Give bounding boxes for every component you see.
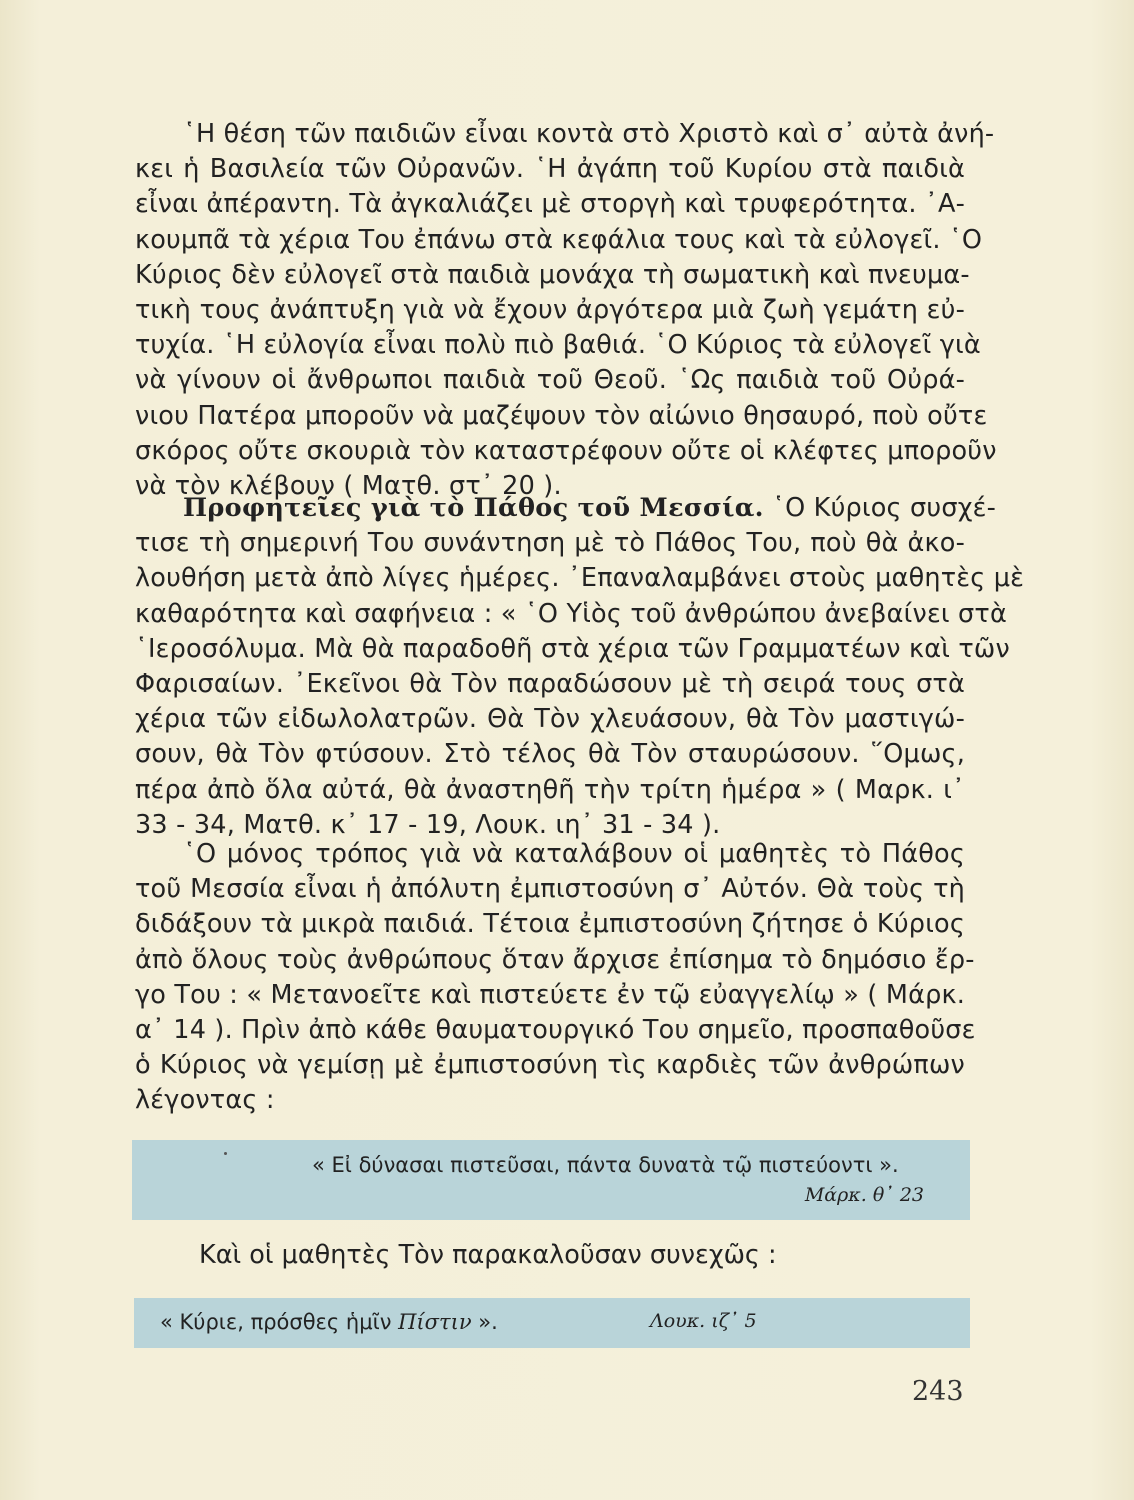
- text-line: τυχία. ῾Η εὐλογία εἶναι πολὺ πιὸ βαθιά. ῾Ο Κύριος τὰ εὐλογεῖ γιὰ: [135, 330, 981, 361]
- text-line: Φαρισαίων. ᾿Εκεῖνοι θὰ Τὸν παραδώσουν μὲ τὴ σειρά τους στὰ: [135, 668, 965, 699]
- page-number: 243: [912, 1376, 964, 1407]
- text-line: διδάξουν τὰ μικρὰ παιδιά. Τέτοια ἐμπιστοσύνη ζήτησε ὁ Κύριος: [135, 909, 965, 940]
- paragraph-children-blessing: [135, 117, 997, 504]
- quote-text-start: « Κύριε, πρόσθες ἡμῖν: [160, 1310, 392, 1334]
- text-line: σουν, θὰ Τὸν φτύσουν. Στὸ τέλος θὰ Τὸν σταυρώσουν. ῞Ομως,: [135, 739, 965, 770]
- text-line: ῾Η θέση τῶν παιδιῶν εἶναι κοντὰ στὸ Χριστὸ καὶ σ᾿ αὐτὰ ἀνή-: [183, 119, 995, 149]
- scripture-quote-box: [132, 1140, 970, 1220]
- quote-reference: Λουκ. ιζ᾿ 5: [650, 1310, 757, 1332]
- text-line: εἶναι ἀπέραντη. Τὰ ἀγκαλιάζει μὲ στοργὴ καὶ τρυφερότητα. ᾿Α-: [135, 189, 965, 220]
- text-line: καθαρότητα καὶ σαφήνεια : « ῾Ο Υἱὸς τοῦ ἀνθρώπου ἀνεβαίνει στὰ: [135, 598, 1007, 629]
- quote-reference: Μάρκ. θ᾿ 23: [804, 1184, 924, 1206]
- text-line: ῾Ιεροσόλυμα. Μὰ θὰ παραδοθῆ στὰ χέρια τῶν Γραμματέων καὶ τῶν: [135, 633, 1010, 664]
- text-line: νὰ γίνουν οἱ ἄνθρωποι παιδιὰ τοῦ Θεοῦ. ῾Ως παιδιὰ τοῦ Οὐρά-: [135, 365, 965, 396]
- text-line: σκόρος οὔτε σκουριὰ τὸν καταστρέφουν οὔτε οἱ κλέφτες μποροῦν: [135, 435, 997, 466]
- text-line: πέρα ἀπὸ ὅλα αὐτά, θὰ ἀναστηθῆ τὴν τρίτη ἡμέρα » ( Μαρκ. ι᾿: [135, 774, 965, 805]
- text-line: Κύριος δὲν εὐλογεῖ στὰ παιδιὰ μονάχα τὴ σωματικὴ καὶ πνευμα-: [135, 259, 970, 290]
- text-line: τικὴ τους ἀνάπτυξη γιὰ νὰ ἔχουν ἀργότερα μιὰ ζωὴ γεμάτη εὐ-: [135, 294, 965, 325]
- scripture-quote-box: [134, 1298, 970, 1348]
- text-line: ῾Ο μόνος τρόπος γιὰ νὰ καταλάβουν οἱ μαθητὲς τὸ Πάθος: [183, 839, 965, 869]
- paragraph-trust: [135, 837, 976, 1119]
- text-line: γο Του : « Μετανοεῖτε καὶ πιστεύετε ἐν τῷ εὐαγγελίῳ » ( Μάρκ.: [135, 979, 965, 1010]
- text-line: [135, 491, 997, 526]
- paragraph-passion-prophecies: [135, 491, 1025, 843]
- text-line: ἀπὸ ὅλους τοὺς ἀνθρώπους ὅταν ἄρχισε ἐπίσημα τὸ δημόσιο ἔρ-: [135, 944, 975, 975]
- heading-line-rest: ῾Ο Κύριος συσχέ-: [772, 493, 997, 523]
- text-line: κουμπᾶ τὰ χέρια Του ἐπάνω στὰ κεφάλια τους καὶ τὰ εὐλογεῖ. ῾Ο: [135, 224, 983, 255]
- text-line: νιου Πατέρα μποροῦν νὰ μαζέψουν τὸν αἰώνιο θησαυρό, ποὺ οὔτε: [135, 400, 988, 431]
- text-line: κει ἡ Βασιλεία τῶν Οὐρανῶν. ῾Η ἀγάπη τοῦ Κυρίου στὰ παιδιὰ: [135, 154, 965, 185]
- quote-text: [160, 1310, 498, 1334]
- text-line: χέρια τῶν εἰδωλολατρῶν. Θὰ Τὸν χλευάσουν, θὰ Τὸν μαστιγώ-: [135, 704, 965, 735]
- text-line: α᾿ 14 ). Πρὶν ἀπὸ κάθε θαυματουργικό Του σημεῖο, προσπαθοῦσε: [135, 1014, 976, 1045]
- text-line: νὰ τὸν κλέβουν ( Ματθ. στ᾿ 20 ).: [135, 470, 562, 501]
- print-speck: [224, 1152, 227, 1155]
- quote-text-end: ».: [478, 1310, 498, 1334]
- quote-emphasis: Πίστιν: [398, 1310, 472, 1334]
- section-heading: Προφητεῖες γιὰ τὸ Πάθος τοῦ Μεσσία.: [183, 493, 764, 523]
- connector-sentence: Καὶ οἱ μαθητὲς Τὸν παρακαλοῦσαν συνεχῶς :: [199, 1240, 777, 1270]
- text-line: τισε τὴ σημερινή Του συνάντηση μὲ τὸ Πάθος Του, ποὺ θὰ ἀκο-: [135, 528, 965, 559]
- text-line: ὁ Κύριος νὰ γεμίσῃ μὲ ἐμπιστοσύνη τὶς καρδιὲς τῶν ἀνθρώπων: [135, 1050, 965, 1081]
- quote-text: « Εἰ δύνασαι πιστεῦσαι, πάντα δυνατὰ τῷ πιστεύοντι ».: [312, 1153, 899, 1177]
- text-line: τοῦ Μεσσία εἶναι ἡ ἀπόλυτη ἐμπιστοσύνη σ᾿ Αὐτόν. Θὰ τοὺς τὴ: [135, 874, 965, 905]
- text-line: 33 - 34, Ματθ. κ᾿ 17 - 19, Λουκ. ιη᾿ 31 - 34 ).: [135, 809, 721, 840]
- text-line: λέγοντας :: [135, 1085, 275, 1116]
- text-line: λουθήση μετὰ ἀπὸ λίγες ἡμέρες. ᾿Επαναλαμβάνει στοὺς μαθητὲς μὲ: [135, 563, 1025, 594]
